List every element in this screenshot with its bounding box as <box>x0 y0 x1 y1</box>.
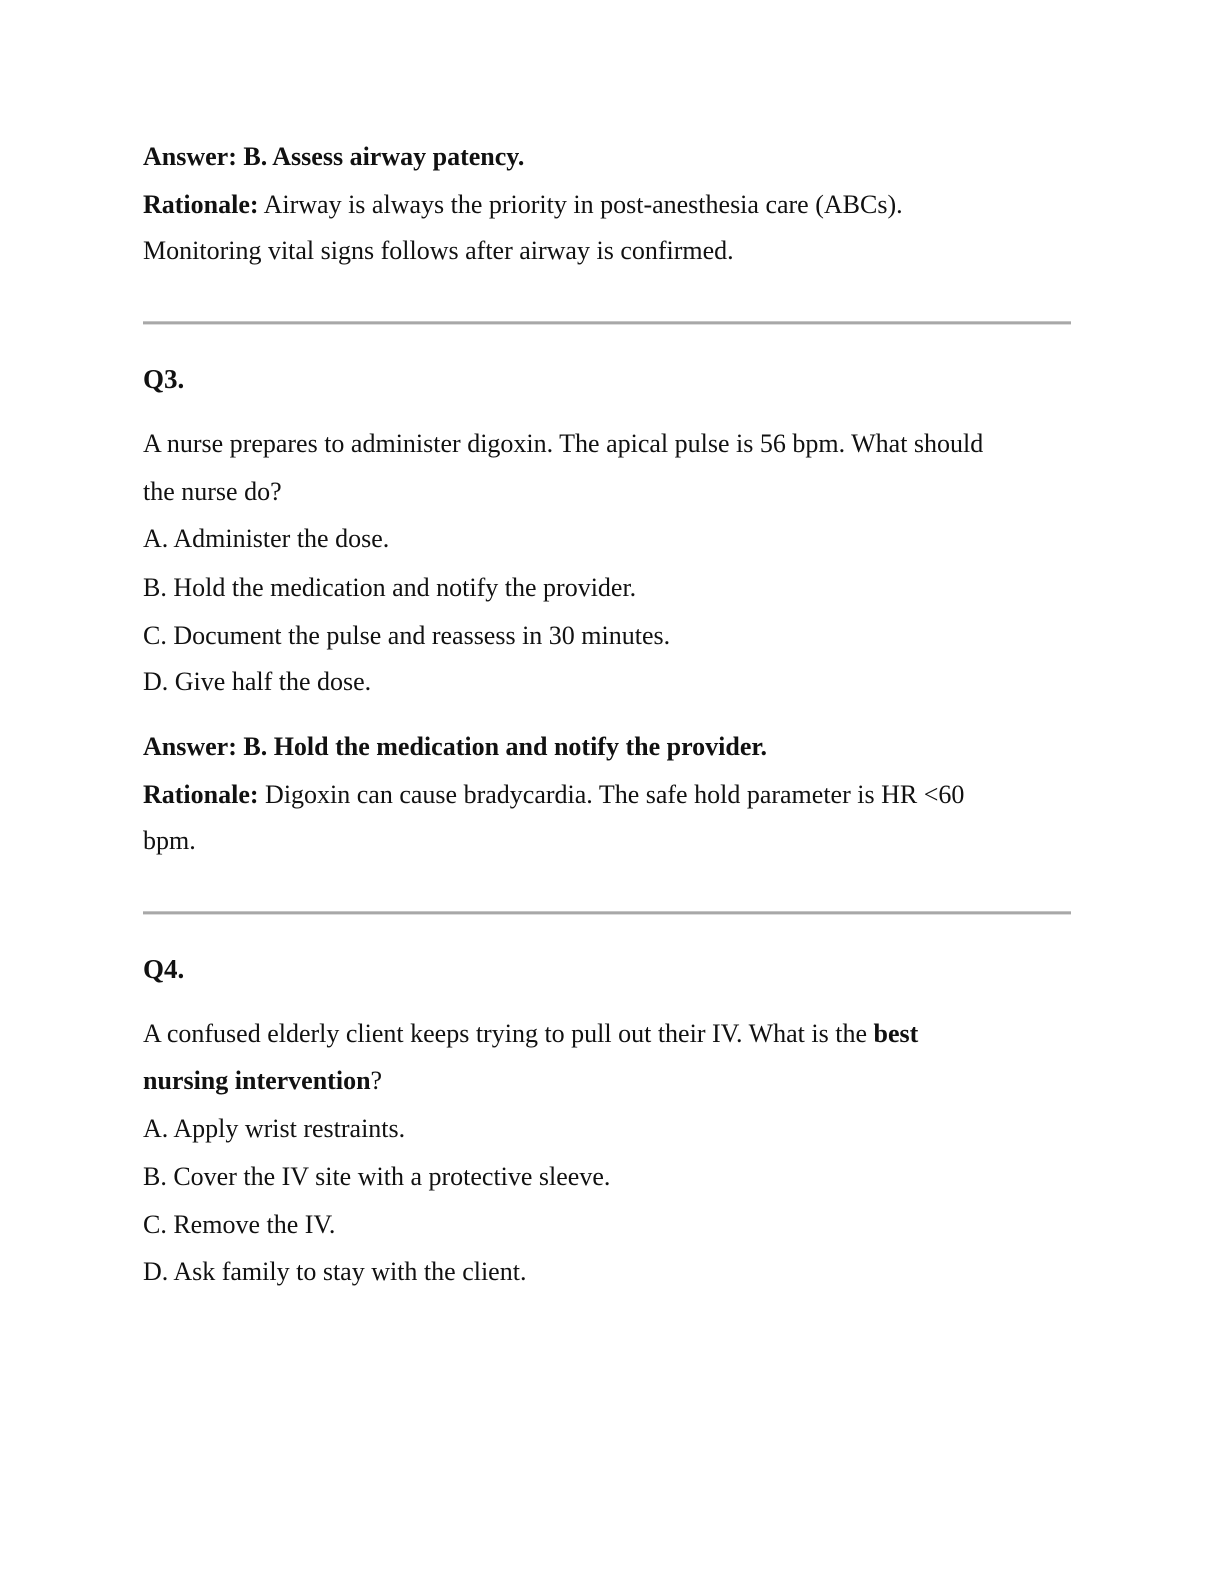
q4-title: Q4. <box>143 954 185 984</box>
q4-option-c: C. Remove the IV. <box>143 1210 336 1239</box>
q3-rationale-line2: bpm. <box>143 826 196 855</box>
q3-option-a: A. Administer the dose. <box>143 524 390 553</box>
q3-option-d: D. Give half the dose. <box>143 667 372 696</box>
q2-answer: Answer: B. Assess airway patency. <box>143 142 525 171</box>
section-divider <box>143 911 1071 915</box>
q4-stem-emphasis: best <box>873 1019 919 1048</box>
q2-rationale-line1 <box>143 190 903 220</box>
q4-stem-emphasis: nursing intervention <box>143 1066 371 1095</box>
q3-answer: Answer: B. Hold the medication and notify the provider. <box>143 732 768 761</box>
q4-option-a: A. Apply wrist restraints. <box>143 1114 406 1143</box>
q3-stem-line1: A nurse prepares to administer digoxin. The apical pulse is 56 bpm. What should <box>143 429 984 458</box>
q3-option-c: C. Document the pulse and reassess in 30 minutes. <box>143 621 671 650</box>
q4-stem-line2 <box>143 1066 382 1096</box>
q2-rationale-label: Rationale: <box>143 190 259 219</box>
q3-rationale-text: Digoxin can cause bradycardia. The safe hold parameter is HR <60 <box>258 780 965 809</box>
q3-option-b: B. Hold the medication and notify the provider. <box>143 573 637 602</box>
q3-rationale-label: Rationale: <box>143 780 259 809</box>
section-divider <box>143 321 1071 325</box>
q3-rationale-line1 <box>143 780 964 810</box>
q4-option-b: B. Cover the IV site with a protective sleeve. <box>143 1162 611 1191</box>
q4-stem-text: ? <box>370 1066 383 1095</box>
q2-rationale-text: Airway is always the priority in post-anesthesia care (ABCs). <box>258 190 903 219</box>
q2-rationale-line2: Monitoring vital signs follows after airway is confirmed. <box>143 236 734 265</box>
q3-title: Q3. <box>143 364 185 394</box>
q4-option-d: D. Ask family to stay with the client. <box>143 1257 527 1286</box>
q4-stem-text: A confused elderly client keeps trying to pull out their IV. What is the <box>143 1019 874 1048</box>
q4-stem-line1 <box>143 1019 918 1049</box>
q3-stem-line2: the nurse do? <box>143 477 282 506</box>
